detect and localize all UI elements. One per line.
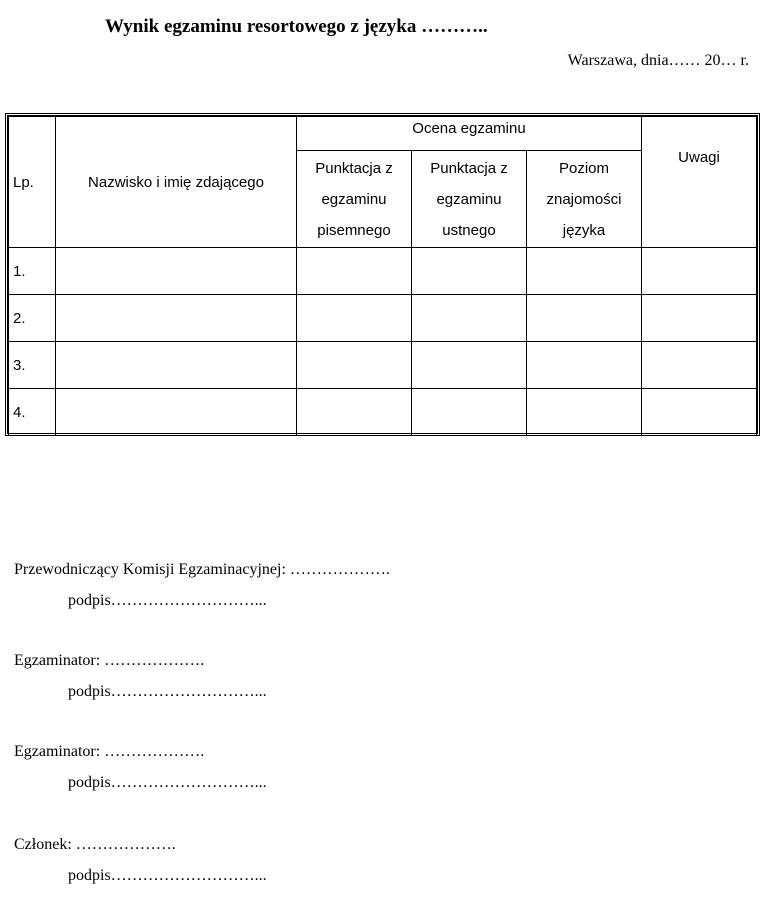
header-written-line-2: egzaminu xyxy=(321,190,387,208)
cell-name[interactable] xyxy=(56,389,297,436)
header-name: Nazwisko i imię zdającego xyxy=(56,117,297,248)
cell-oral-score[interactable] xyxy=(412,295,527,342)
header-level-line-1: Poziom xyxy=(558,159,610,177)
cell-language-level[interactable] xyxy=(527,248,642,295)
header-oral-line-2: egzaminu xyxy=(436,190,502,208)
cell-oral-score[interactable] xyxy=(412,248,527,295)
signature-line: podpis………………………... xyxy=(68,867,267,884)
header-remarks xyxy=(642,117,757,248)
signature-role: Egzaminator: ………………. xyxy=(14,743,205,760)
document-title: Wynik egzaminu resortowego z języka ……….. xyxy=(105,16,488,37)
cell-written-score[interactable] xyxy=(297,295,412,342)
signature-block-examiner-1 xyxy=(14,652,267,701)
header-oral-line-1: Punktacja z xyxy=(430,159,508,177)
header-remarks-label: Uwagi xyxy=(678,149,720,166)
cell-language-level[interactable] xyxy=(527,389,642,436)
exam-results-table xyxy=(8,116,757,436)
cell-oral-score[interactable] xyxy=(412,342,527,389)
cell-name[interactable] xyxy=(56,295,297,342)
header-written-line-1: Punktacja z xyxy=(315,159,393,177)
table-row xyxy=(9,248,757,295)
row-number: 2. xyxy=(9,295,56,342)
cell-written-score[interactable] xyxy=(297,389,412,436)
cell-language-level[interactable] xyxy=(527,295,642,342)
table-header-row xyxy=(9,117,757,151)
header-level-line-2: znajomości xyxy=(546,190,622,208)
signature-block-examiner-2 xyxy=(14,743,267,792)
row-number: 3. xyxy=(9,342,56,389)
signature-line: podpis………………………... xyxy=(68,774,267,791)
header-lp: Lp. xyxy=(9,117,56,248)
cell-name[interactable] xyxy=(56,342,297,389)
signature-block-chair xyxy=(14,561,390,610)
cell-written-score[interactable] xyxy=(297,248,412,295)
cell-language-level[interactable] xyxy=(527,342,642,389)
cell-oral-score[interactable] xyxy=(412,389,527,436)
cell-remarks[interactable] xyxy=(642,342,757,389)
header-exam-grade: Ocena egzaminu xyxy=(297,117,642,151)
exam-results-table-frame xyxy=(5,113,760,436)
cell-name[interactable] xyxy=(56,248,297,295)
signature-line: podpis………………………... xyxy=(68,592,267,609)
signature-role: Członek: ………………. xyxy=(14,836,176,853)
signature-block-member xyxy=(14,836,267,885)
signature-role: Przewodniczący Komisji Egzaminacyjnej: ………………. xyxy=(14,561,390,578)
header-oral-line-3: ustnego xyxy=(442,221,496,239)
header-oral-score xyxy=(412,151,527,248)
header-written-line-3: pisemnego xyxy=(317,221,391,239)
cell-written-score[interactable] xyxy=(297,342,412,389)
row-number: 1. xyxy=(9,248,56,295)
header-level-line-3: języka xyxy=(562,221,606,239)
signature-line: podpis………………………... xyxy=(68,683,267,700)
cell-remarks[interactable] xyxy=(642,295,757,342)
row-number: 4. xyxy=(9,389,56,436)
cell-remarks[interactable] xyxy=(642,389,757,436)
table-row xyxy=(9,389,757,436)
header-language-level xyxy=(527,151,642,248)
cell-remarks[interactable] xyxy=(642,248,757,295)
signature-role: Egzaminator: ………………. xyxy=(14,652,205,669)
table-row xyxy=(9,295,757,342)
header-written-score xyxy=(297,151,412,248)
place-date-line: Warszawa, dnia…… 20… r. xyxy=(567,52,749,69)
table-row xyxy=(9,342,757,389)
